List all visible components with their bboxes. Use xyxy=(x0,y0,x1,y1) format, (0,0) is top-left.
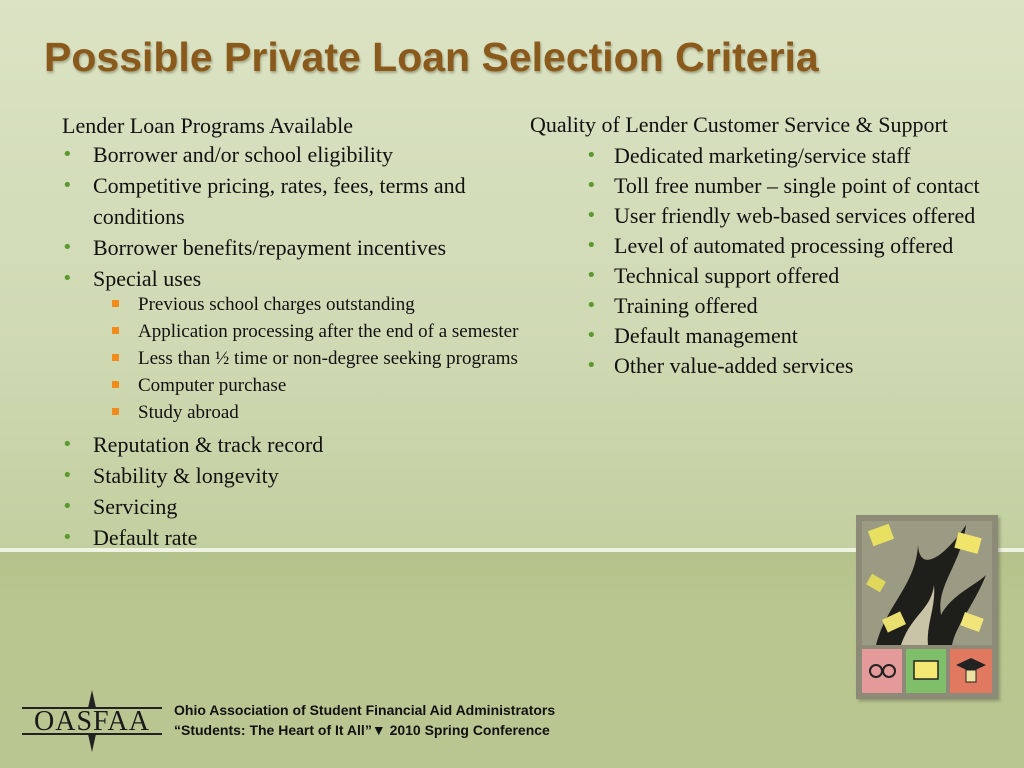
slide-title: Possible Private Loan Selection Criteria xyxy=(44,34,819,80)
square-bullet-icon xyxy=(112,408,119,415)
left-heading: Lender Loan Programs Available xyxy=(62,113,353,138)
bullet-icon: • xyxy=(586,325,597,346)
list-item: • Level of automated processing offered xyxy=(586,233,954,258)
oasfaa-logo xyxy=(22,688,162,754)
square-bullet-icon xyxy=(112,381,119,388)
square-bullet-icon xyxy=(112,354,119,361)
sub-list-item: Computer purchase xyxy=(108,375,532,396)
list-item: • Borrower and/or school eligibility xyxy=(62,139,532,170)
sub-list-item: Study abroad xyxy=(108,402,532,423)
bullet-icon: • xyxy=(586,355,597,376)
clipart-image xyxy=(856,515,998,699)
square-bullet-icon xyxy=(112,327,119,334)
list-item: • User friendly web-based services offered xyxy=(586,203,976,228)
bullet-icon: • xyxy=(62,496,73,517)
footer-line-2: “Students: The Heart of It All”▼ 2010 Spring Conference xyxy=(174,722,550,738)
list-item: • Toll free number – single point of contact xyxy=(586,173,980,198)
square-bullet-icon xyxy=(112,300,119,307)
bullet-icon: • xyxy=(586,295,597,316)
logo-text: OASFAA xyxy=(34,706,150,737)
right-column xyxy=(530,112,1000,383)
student-books-clipart xyxy=(856,515,998,699)
sub-list-item: Less than ½ time or non-degree seeking programs xyxy=(108,348,532,369)
bullet-icon: • xyxy=(586,205,597,226)
bullet-icon: • xyxy=(586,175,597,196)
list-item: • Stability & longevity xyxy=(62,460,532,491)
sub-list-item: Previous school charges outstanding xyxy=(108,294,532,315)
special-uses-sublist xyxy=(108,294,532,423)
list-item: • Special uses xyxy=(62,263,532,294)
list-item: • Reputation & track record xyxy=(62,429,532,460)
sub-list-item: Application processing after the end of a semester xyxy=(108,321,532,342)
footer-text xyxy=(174,700,555,740)
bullet-icon: • xyxy=(62,144,73,165)
footer-line-1: Ohio Association of Student Financial Aid Administrators xyxy=(174,702,556,718)
list-item: • Dedicated marketing/service staff xyxy=(586,143,911,168)
bullet-icon: • xyxy=(62,268,73,289)
right-bullets xyxy=(530,143,1000,378)
bullet-icon: • xyxy=(62,465,73,486)
list-item: • Technical support offered xyxy=(586,263,840,288)
list-item: • Competitive pricing, rates, fees, terms and conditions xyxy=(62,170,532,232)
bullet-icon: • xyxy=(586,265,597,286)
right-heading: Quality of Lender Customer Service & Support xyxy=(530,112,948,137)
list-item: • Borrower benefits/repayment incentives xyxy=(62,232,532,263)
list-item: • Other value-added services xyxy=(586,353,854,378)
bullet-icon: • xyxy=(62,175,73,196)
bullet-icon: • xyxy=(586,235,597,256)
bullet-icon: • xyxy=(586,145,597,166)
list-item: • Training offered xyxy=(586,293,758,318)
bullet-icon: • xyxy=(62,434,73,455)
list-item: • Default management xyxy=(586,323,798,348)
left-column xyxy=(62,112,532,553)
bullet-icon: • xyxy=(62,237,73,258)
left-bullets-bottom xyxy=(62,429,532,553)
bullet-icon: • xyxy=(62,527,73,548)
left-bullets-top xyxy=(62,139,532,294)
list-item: • Servicing xyxy=(62,491,532,522)
list-item: • Default rate xyxy=(62,522,532,553)
